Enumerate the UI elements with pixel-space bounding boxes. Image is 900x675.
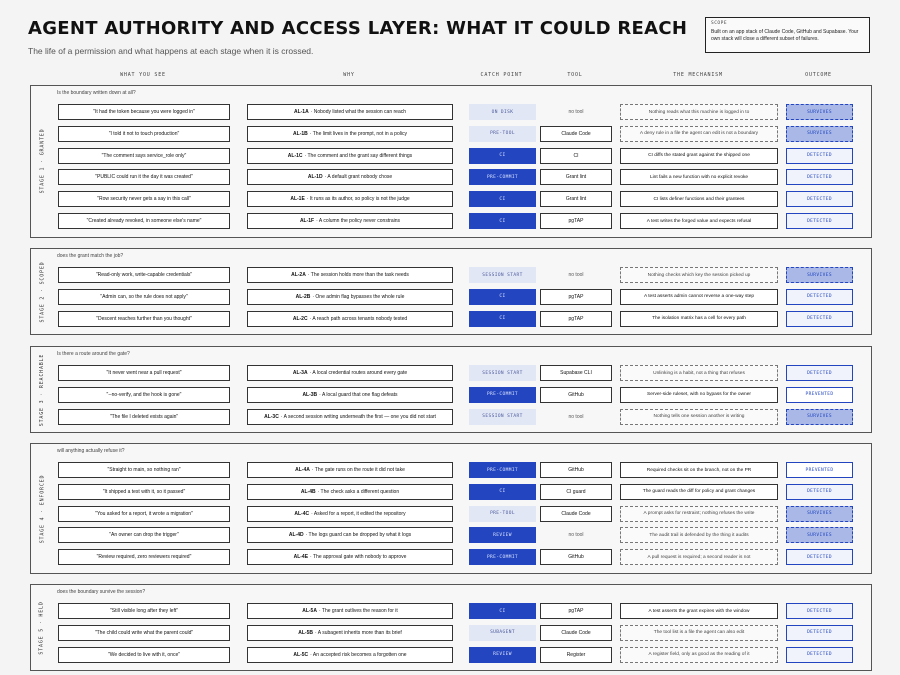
outcome-badge: DETECTED: [786, 169, 853, 185]
stage-label: [33, 444, 51, 573]
mechanism-cell: CI lists definer functions and their grantees: [620, 191, 778, 207]
column-header-tool: TOOL: [567, 72, 583, 78]
what-you-see-cell: "We decided to live with it, once": [58, 647, 230, 663]
failure-id: AL-1B: [293, 130, 308, 137]
scope-box: [705, 17, 870, 53]
catch-point-badge: PRE-COMMIT: [469, 462, 536, 478]
failure-id: AL-5C: [293, 651, 309, 658]
outcome-badge: PREVENTED: [786, 387, 853, 403]
why-text: · Nobody listed what the session can reach: [310, 109, 407, 115]
mechanism-cell: The tool list is a file the agent can also edit: [620, 625, 778, 641]
why-text: · It runs as its author, so policy is not the judge: [306, 196, 410, 203]
outcome-badge: SURVIVES: [786, 267, 853, 283]
why-text: · One admin flag bypasses the whole rule: [312, 293, 405, 300]
outcome-badge: SURVIVES: [786, 126, 853, 142]
stage-label-text: STAGE 2 · SCOPED: [39, 261, 45, 323]
why-text: · The gate runs on the route it did not take: [311, 467, 405, 473]
failure-id: AL-2B: [295, 293, 311, 300]
tool-cell: Supabase CLI: [540, 365, 612, 381]
stage-panel: [30, 248, 872, 335]
tool-cell: no tool: [568, 413, 584, 420]
failure-id: AL-4A: [295, 467, 310, 473]
failure-id: AL-1C: [287, 152, 303, 159]
failure-id: AL-3A: [292, 370, 308, 376]
catch-point-badge: PRE-COMMIT: [469, 169, 536, 185]
tool-cell: Claude Code: [540, 506, 612, 522]
why-text: · Asked for a report, it edited the repository: [311, 510, 406, 517]
why-text: · The logs guard can be dropped by what it logs: [305, 532, 412, 539]
failure-id: AL-4C: [294, 510, 310, 517]
why-text: · A local credential routes around every gate: [309, 370, 408, 376]
what-you-see-cell: "The file I deleted exists again": [58, 409, 230, 425]
catch-point-badge: ON DISK: [469, 104, 536, 120]
catch-point-badge: SESSION START: [469, 409, 536, 425]
why-cell: [247, 213, 453, 229]
catch-point-badge: SESSION START: [469, 267, 536, 283]
what-you-see-cell: "The child could write what the parent could": [58, 625, 230, 641]
scope-text: Built on an app stack of Claude Code, GitHub and Supabase. Your own stack will close a different subset of failures.: [711, 29, 859, 42]
outcome-badge: DETECTED: [786, 289, 853, 305]
mechanism-cell: Nothing tells one session another is writing: [620, 409, 778, 425]
why-text: · The check asks a different question: [317, 488, 400, 495]
why-cell: [247, 603, 453, 619]
stage-question: Is there a route around the gate?: [57, 351, 130, 357]
why-cell: [247, 527, 453, 543]
outcome-badge: DETECTED: [786, 549, 853, 565]
why-cell: [247, 148, 453, 164]
failure-id: AL-1E: [290, 196, 305, 203]
why-text: · A second session writing underneath the first — one you did not start: [280, 413, 436, 420]
tool-cell: GitHub: [540, 387, 612, 403]
why-text: · The session holds more than the task needs: [307, 272, 409, 278]
scope-label: SCOPE: [711, 21, 728, 26]
what-you-see-cell: "Descent reaches further than you thought": [58, 311, 230, 327]
outcome-badge: DETECTED: [786, 647, 853, 663]
why-text: · The comment and the grant say different things: [304, 152, 413, 159]
outcome-badge: DETECTED: [786, 625, 853, 641]
stage-question: does the grant match the job?: [57, 253, 124, 259]
catch-point-badge: SUBAGENT: [469, 625, 536, 641]
why-cell: [247, 289, 453, 305]
failure-id: AL-4E: [293, 554, 309, 561]
failure-id: AL-4B: [300, 488, 316, 495]
stage-question: Is the boundary written down at all?: [57, 90, 136, 96]
why-text: · A local guard that one flag defeats: [319, 391, 398, 398]
what-you-see-cell: "Review required, zero reviewers required": [58, 549, 230, 565]
outcome-badge: DETECTED: [786, 191, 853, 207]
mechanism-cell: A pull request is required; a second reader is not: [620, 549, 778, 565]
failure-id: AL-5A: [302, 608, 317, 614]
why-cell: [247, 126, 453, 142]
why-text: · The limit lives in the prompt, not in a policy: [309, 130, 407, 137]
failure-id: AL-2C: [292, 315, 308, 322]
why-text: · A subagent inherits more than its brief: [315, 629, 402, 636]
what-you-see-cell: "PUBLIC could run it the day it was created": [58, 169, 230, 185]
outcome-badge: SURVIVES: [786, 527, 853, 543]
failure-id: AL-5B: [298, 629, 313, 636]
mechanism-cell: The audit trail is defended by the thing it audits: [620, 527, 778, 543]
stage-panel: [30, 85, 872, 238]
tool-cell: Register: [540, 647, 612, 663]
catch-point-badge: PRE-COMMIT: [469, 387, 536, 403]
mechanism-cell: The guard reads the diff for policy and grant changes: [620, 484, 778, 500]
what-you-see-cell: "--no-verify, and the hook is gone": [58, 387, 230, 403]
catch-point-badge: CI: [469, 311, 536, 327]
what-you-see-cell: "An owner can drop the trigger": [58, 527, 230, 543]
what-you-see-cell: "You asked for a report, it wrote a migration": [58, 506, 230, 522]
why-cell: [247, 104, 453, 120]
stage-panel: [30, 584, 872, 671]
stage-label-text: STAGE 5 · HELD: [39, 601, 45, 655]
tool-cell: no tool: [568, 532, 584, 539]
failure-id: AL-4D: [288, 532, 304, 539]
stage-label-text: STAGE 4 · ENFORCED: [39, 474, 45, 543]
mechanism-cell: Lint fails a new function with no explicit revoke: [620, 169, 778, 185]
outcome-badge: DETECTED: [786, 213, 853, 229]
what-you-see-cell: "It shipped a test with it, so it passed": [58, 484, 230, 500]
column-header-mechanism: THE MECHANISM: [673, 72, 723, 78]
why-cell: [247, 387, 453, 403]
column-header-outcome: OUTCOME: [805, 72, 832, 78]
tool-cell: Claude Code: [540, 625, 612, 641]
stage-panel: [30, 346, 872, 433]
stage-label: [33, 585, 51, 670]
why-cell: [247, 267, 453, 283]
what-you-see-cell: "It never went near a pull request": [58, 365, 230, 381]
tool-cell: CI guard: [540, 484, 612, 500]
mechanism-cell: The isolation matrix has a cell for every path: [620, 311, 778, 327]
catch-point-badge: PRE-COMMIT: [469, 549, 536, 565]
outcome-badge: DETECTED: [786, 365, 853, 381]
what-you-see-cell: "Created already revoked, in someone else's name": [58, 213, 230, 229]
catch-point-badge: CI: [469, 148, 536, 164]
why-cell: [247, 647, 453, 663]
outcome-badge: DETECTED: [786, 148, 853, 164]
tool-cell: Grant lint: [540, 191, 612, 207]
tool-cell: pgTAP: [540, 213, 612, 229]
mechanism-cell: Required checks sit on the branch, not on the PR: [620, 462, 778, 478]
mechanism-cell: A register field, only as good as the reading of it: [620, 647, 778, 663]
mechanism-cell: Nothing checks which key the session picked up: [620, 267, 778, 283]
why-cell: [247, 365, 453, 381]
mechanism-cell: Nothing reads what this machine is logged in to: [620, 104, 778, 120]
stage-label: [33, 86, 51, 237]
tool-cell: GitHub: [540, 462, 612, 478]
tool-cell: pgTAP: [540, 311, 612, 327]
mechanism-cell: A test writes the forged value and expects refusal: [620, 213, 778, 229]
failure-id: AL-1F: [299, 218, 315, 224]
catch-point-badge: REVIEW: [469, 527, 536, 543]
tool-cell: CI: [540, 148, 612, 164]
catch-point-badge: REVIEW: [469, 647, 536, 663]
failure-id: AL-1A: [293, 109, 309, 115]
page-subtitle: The life of a permission and what happens at each stage when it is crossed.: [28, 46, 314, 56]
what-you-see-cell: "Row security never gets a say in this call": [58, 191, 230, 207]
outcome-badge: DETECTED: [786, 311, 853, 327]
why-cell: [247, 549, 453, 565]
outcome-badge: SURVIVES: [786, 409, 853, 425]
failure-id: AL-3B: [302, 391, 318, 398]
what-you-see-cell: "The comment says service_role only": [58, 148, 230, 164]
outcome-badge: SURVIVES: [786, 506, 853, 522]
why-text: · A reach path across tenants nobody tested: [309, 315, 408, 322]
stage-label-text: STAGE 3 · REACHABLE: [39, 353, 45, 426]
stage-label: [33, 347, 51, 432]
what-you-see-cell: "It had the token because you were logged in": [58, 104, 230, 120]
what-you-see-cell: "Straight to main, so nothing ran": [58, 462, 230, 478]
why-cell: [247, 462, 453, 478]
catch-point-badge: SESSION START: [469, 365, 536, 381]
tool-cell: pgTAP: [540, 289, 612, 305]
mechanism-cell: Unlinking is a habit, not a thing that refuses: [620, 365, 778, 381]
mechanism-cell: CI diffs the stated grant against the shipped one: [620, 148, 778, 164]
page-title: AGENT AUTHORITY AND ACCESS LAYER: WHAT IT COULD REACH: [28, 18, 688, 39]
why-cell: [247, 311, 453, 327]
column-header-see: WHAT YOU SEE: [120, 72, 166, 78]
failure-id: AL-3C: [264, 413, 279, 420]
catch-point-badge: CI: [469, 191, 536, 207]
what-you-see-cell: "Admin can, so the rule does not apply": [58, 289, 230, 305]
why-cell: [247, 409, 453, 425]
tool-cell: no tool: [568, 109, 584, 115]
mechanism-cell: A deny rule in a file the agent can edit is not a boundary: [620, 126, 778, 142]
catch-point-badge: CI: [469, 289, 536, 305]
tool-cell: Claude Code: [540, 126, 612, 142]
column-header-why: WHY: [343, 72, 355, 78]
why-cell: [247, 169, 453, 185]
why-cell: [247, 506, 453, 522]
what-you-see-cell: "I told it not to touch production": [58, 126, 230, 142]
failure-id: AL-1D: [307, 174, 323, 181]
why-text: · A default grant nobody chose: [324, 174, 393, 181]
why-cell: [247, 191, 453, 207]
catch-point-badge: CI: [469, 484, 536, 500]
catch-point-badge: CI: [469, 213, 536, 229]
failure-id: AL-2A: [291, 272, 306, 278]
why-text: · The approval gate with nobody to approve: [310, 554, 407, 561]
mechanism-cell: A test asserts admin cannot reverse a one-way step: [620, 289, 778, 305]
stage-label-text: STAGE 1 · GRANTED: [39, 129, 45, 194]
why-text: · An accepted risk becomes a forgotten one: [310, 651, 407, 658]
mechanism-cell: Server-side ruleset, with no bypass for the owner: [620, 387, 778, 403]
why-cell: [247, 484, 453, 500]
catch-point-badge: PRE-TOOL: [469, 126, 536, 142]
tool-cell: GitHub: [540, 549, 612, 565]
catch-point-badge: PRE-TOOL: [469, 506, 536, 522]
outcome-badge: DETECTED: [786, 484, 853, 500]
stage-panel: [30, 443, 872, 574]
what-you-see-cell: "Read-only work, write-capable credentials": [58, 267, 230, 283]
mechanism-cell: A prompt asks for restraint; nothing refuses the write: [620, 506, 778, 522]
outcome-badge: PREVENTED: [786, 462, 853, 478]
catch-point-badge: CI: [469, 603, 536, 619]
what-you-see-cell: "Still visible long after they left": [58, 603, 230, 619]
stage-label: [33, 249, 51, 334]
why-text: · The grant outlives the reason for it: [318, 608, 398, 614]
column-header-catch: CATCH POINT: [480, 72, 523, 78]
outcome-badge: SURVIVES: [786, 104, 853, 120]
stage-question: will anything actually refuse it?: [57, 448, 125, 454]
outcome-badge: DETECTED: [786, 603, 853, 619]
why-text: · A column the policy never constrains: [316, 218, 401, 224]
mechanism-cell: A test asserts the grant expires with the window: [620, 603, 778, 619]
why-cell: [247, 625, 453, 641]
stage-question: does the boundary survive the session?: [57, 589, 146, 595]
tool-cell: pgTAP: [540, 603, 612, 619]
tool-cell: no tool: [568, 272, 584, 278]
tool-cell: Grant lint: [540, 169, 612, 185]
